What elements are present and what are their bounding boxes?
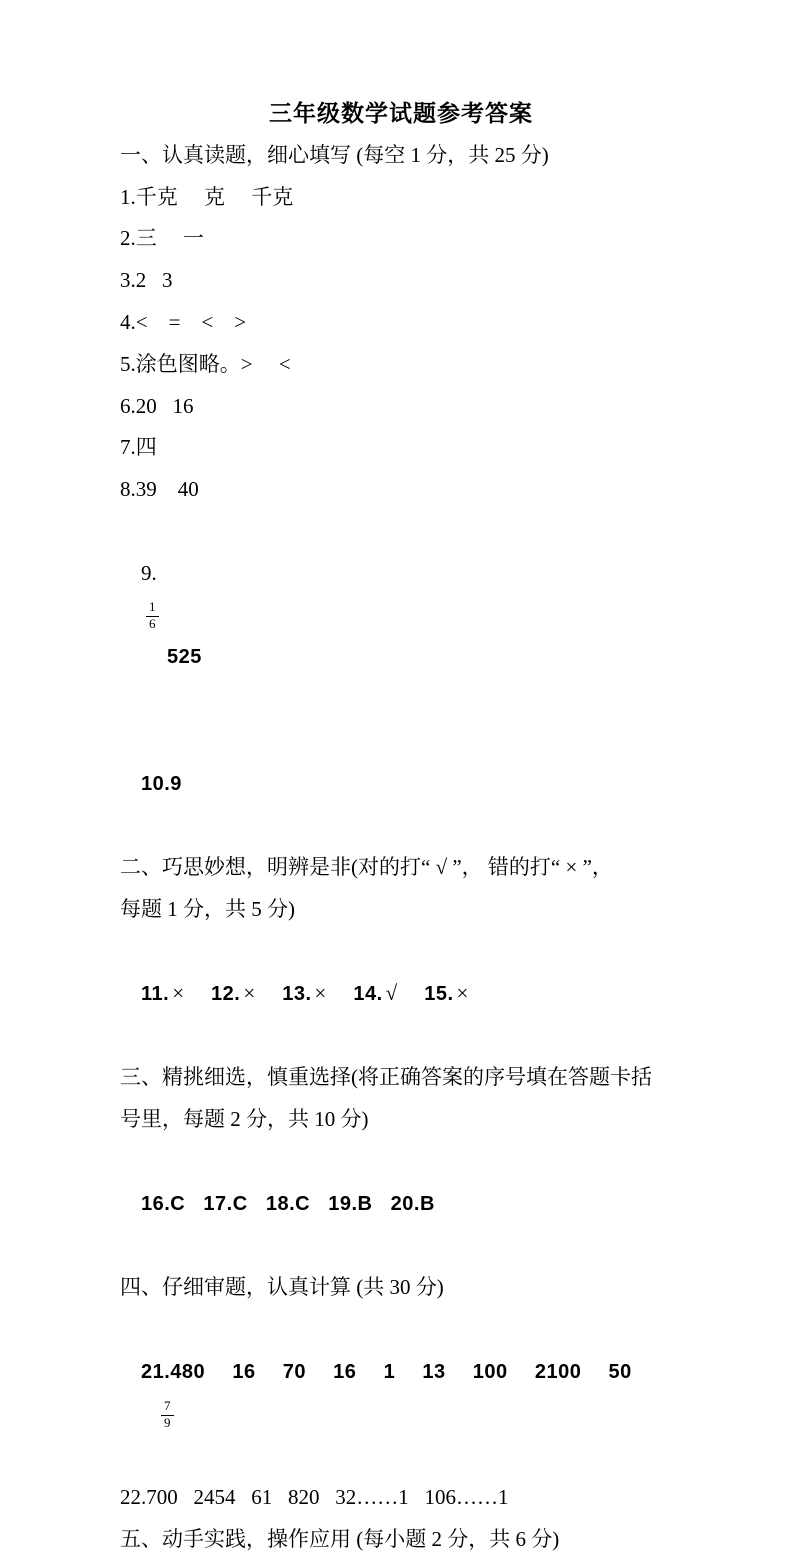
section4-header: 四、仔细审题，认真计算 (共 30 分) — [120, 1275, 444, 1300]
answer-q6: 6.20 16 — [120, 393, 194, 418]
answer-q22: 22.700 2454 61 820 32……1 106……1 — [120, 1485, 509, 1510]
answer-q4: 4.< = < > — [120, 309, 247, 334]
answer-q15-mark: × — [456, 980, 469, 1005]
answer-q13 — [282, 981, 326, 1005]
answer-q14-mark: √ — [385, 980, 398, 1005]
section3-header-line1: 三、精挑细选，慎重选择(将正确答案的序号填在答题卡括 — [120, 1065, 652, 1090]
section2-header-line2: 每题 1 分，共 5 分) — [120, 897, 295, 922]
answer-q13-number: 13. — [282, 982, 312, 1005]
fraction-denominator: 6 — [146, 616, 159, 632]
answer-q11 — [141, 981, 184, 1005]
answer-q14 — [353, 981, 397, 1005]
answer-q15-number: 15. — [424, 982, 454, 1005]
answer-q2: 2.三 一 — [120, 226, 204, 251]
answers-q11-15 — [120, 931, 682, 1057]
section5-header: 五、动手实践，操作应用 (每小题 2 分，共 6 分) — [120, 1527, 560, 1552]
answer-q1: 1.千克 克 千克 — [120, 184, 294, 209]
answer-q13-mark: × — [314, 980, 327, 1005]
fraction-one-sixth — [146, 600, 159, 632]
page-title: 三年级数学试题参考答案 — [269, 101, 533, 126]
answer-q7: 7.四 — [120, 435, 157, 460]
answer-q8: 8.39 40 — [120, 477, 199, 502]
answer-q9-value: 525 — [167, 646, 202, 669]
section1-header: 一、认真读题，细心填写 (每空 1 分，共 25 分) — [120, 142, 549, 167]
answer-q14-number: 14. — [353, 982, 383, 1005]
section3-header-line2: 号里，每题 2 分，共 10 分) — [120, 1107, 369, 1132]
answer-q10 — [120, 721, 682, 847]
answer-q15 — [424, 981, 468, 1005]
answer-q12 — [211, 981, 255, 1005]
answer-q9-label: 9. — [141, 560, 157, 585]
fraction-numerator: 1 — [149, 598, 156, 614]
fraction-denominator: 9 — [161, 1415, 174, 1431]
answers-q16-20 — [120, 1141, 682, 1267]
answer-q9 — [120, 511, 682, 721]
answers-q16-20-values: 16.C 17.C 18.C 19.B 20.B — [141, 1192, 435, 1215]
answer-q5: 5.涂色图略。> < — [120, 351, 291, 376]
answer-q21-values: 21.480 16 70 16 1 13 100 2100 50 — [141, 1360, 632, 1383]
section2-header-line1: 二、巧思妙想，明辨是非(对的打“ √ ”， 错的打“ × ”， — [120, 855, 613, 880]
answer-q11-number: 11. — [141, 982, 170, 1005]
answer-q12-mark: × — [243, 980, 256, 1005]
answer-q3: 3.2 3 — [120, 268, 173, 293]
answer-q10-value: 10.9 — [141, 772, 182, 795]
fraction-seven-ninths — [161, 1399, 174, 1431]
answer-q11-mark: × — [172, 980, 185, 1005]
answer-q21 — [120, 1309, 682, 1477]
fraction-numerator: 7 — [164, 1397, 171, 1413]
answer-q12-number: 12. — [211, 982, 241, 1005]
